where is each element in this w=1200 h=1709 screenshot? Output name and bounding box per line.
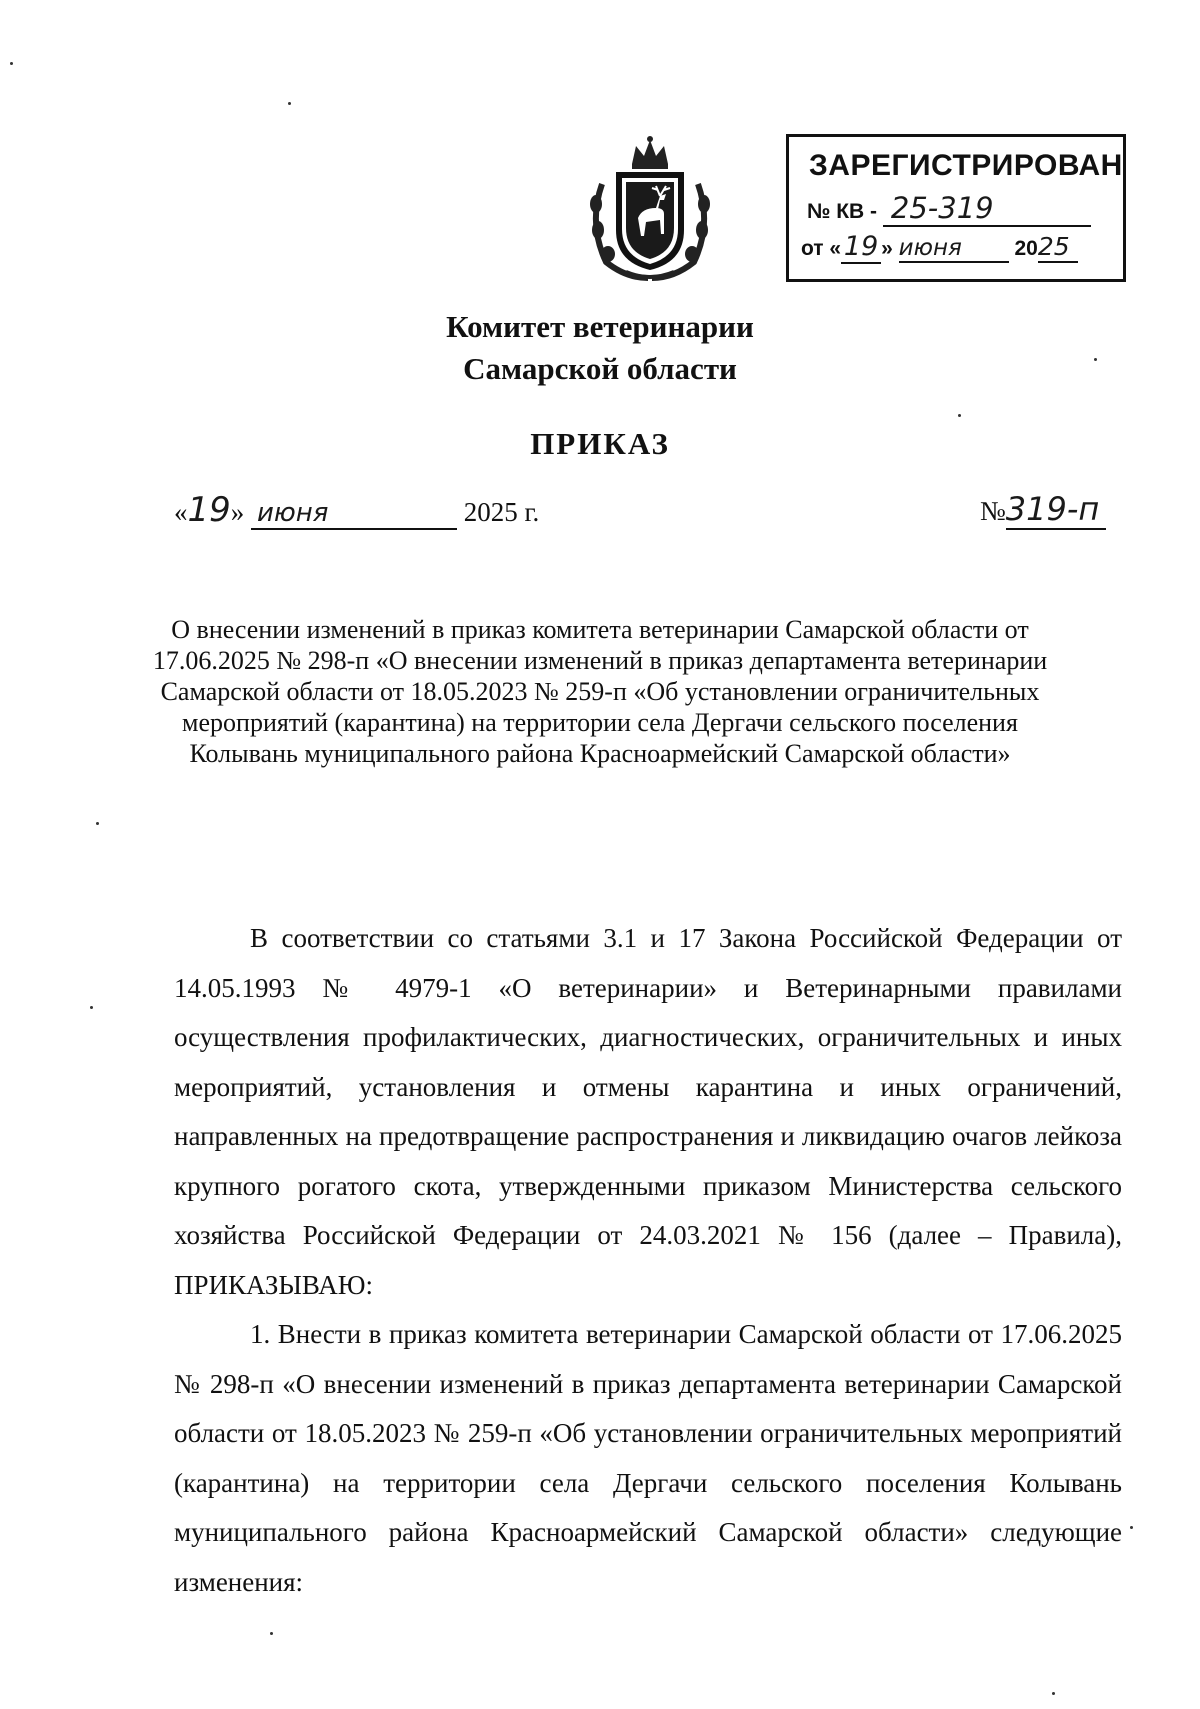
scan-speck (288, 102, 291, 105)
order-date (174, 490, 539, 530)
scan-speck (1130, 1526, 1133, 1529)
body-item-1: 1. Внести в приказ комитета ветеринарии Самарской области от 17.06.2025 № 298-п «О внесении изменений в приказ департамента ветеринарии Самарской области от 18.05.2023 № 259-п «Об установлении ограничительных мероприятий (карантина) на территории села Дергачи сельского поселения Колывань муниципального района Красноармейский Самарской области» следующие изменения: (174, 1319, 1122, 1597)
date-close-quote: » (230, 497, 245, 527)
order-number (980, 490, 1106, 530)
document-body (174, 914, 1122, 1607)
stamp-date-mid: » (881, 237, 893, 260)
scan-speck (10, 62, 13, 65)
scan-speck (90, 1006, 93, 1009)
stamp-date-month: июня (899, 235, 1009, 263)
date-month: июня (251, 498, 457, 530)
stamp-year-suffix: 25 (1038, 232, 1078, 263)
stamp-year-prefix: 20 (1014, 237, 1038, 260)
scan-speck (1094, 358, 1097, 361)
scan-speck (96, 822, 99, 825)
body-preamble: В соответствии со статьями 3.1 и 17 Закона Российской Федерации от 14.05.1993 № 4979-1 «О ветеринарии» и Ветеринарными правилами осуществления профилактических, диагностических, ограничительных и иных мероприятий, установления и отмены карантина и иных ограничений, направленных на предотвращение распространения и ликвидацию очагов лейкоза крупного рогатого скота, утвержденными приказом Министерства сельского хозяйства Российской Федерации от 24.03.2021 № 156 (далее – Правила), ПРИКАЗЫВАЮ: (174, 923, 1122, 1300)
organization-line-1: Комитет ветеринарии (446, 309, 754, 344)
stamp-date-day: 19 (841, 231, 881, 264)
coat-of-arms-icon (582, 134, 718, 282)
date-day: 19 (187, 490, 231, 530)
stamp-title: ЗАРЕГИСТРИРОВАН (809, 149, 1123, 182)
registration-stamp (786, 134, 1126, 282)
stamp-number-row (807, 191, 1091, 227)
date-year: 2025 г. (463, 497, 540, 527)
stamp-date-prefix: от « (801, 237, 842, 260)
order-number-value: 319-п (1006, 490, 1106, 530)
order-number-label: № (980, 496, 1006, 526)
scan-speck (1052, 1692, 1055, 1695)
document-subject: О внесении изменений в приказ комитета ветеринарии Самарской области от 17.06.2025 № 298-п «О внесении изменений в приказ департамента ветеринарии Самарской области от 18.05.2023 № 259-п «Об установлении ограничительных мероприятий (карантина) на территории села Дергачи сельского поселения Колывань муниципального района Красноармейский Самарской области» (152, 615, 1048, 768)
scan-speck (958, 414, 961, 417)
organization-name (0, 306, 1200, 390)
scan-speck (270, 1632, 273, 1635)
stamp-date-row (801, 231, 1078, 264)
organization-line-2: Самарской области (463, 351, 737, 386)
document-type: ПРИКАЗ (530, 426, 670, 461)
stamp-number-label: № КВ - (807, 200, 878, 223)
stamp-number-value: 25-319 (883, 191, 1091, 227)
date-open-quote: « (174, 497, 188, 527)
